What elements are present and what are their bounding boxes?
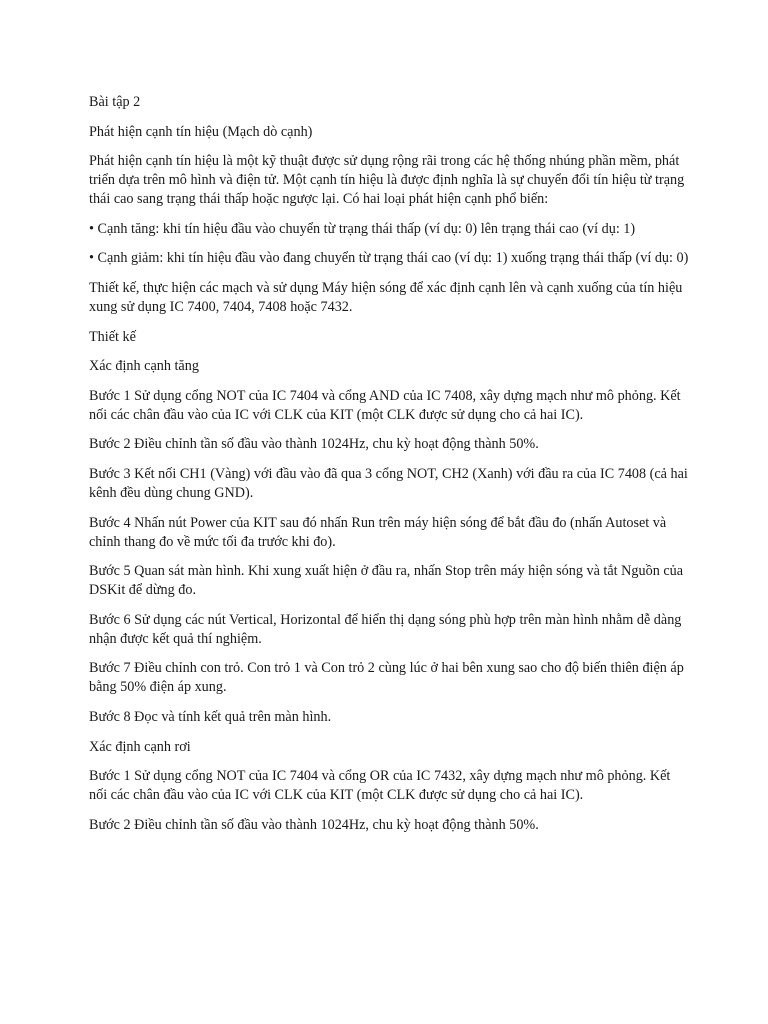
rising-step-4: Bước 4 Nhấn nút Power của KIT sau đó nhấn Run trên máy hiện sóng để bắt đầu đo (nhấn Autoset và chỉnh thang đo về mức tối đa trước khi đo). [89, 514, 667, 550]
rising-step-6: Bước 6 Sử dụng các nút Vertical, Horizontal để hiển thị dạng sóng phù hợp trên màn hình nhằm dễ dàng nhận được kết quả thí nghiệm. [89, 611, 682, 647]
task-paragraph: Thiết kế, thực hiện các mạch và sử dụng Máy hiện sóng để xác định cạnh lên và cạnh xuống của tín hiệu xung sử dụng IC 7400, 7404, 7408 hoặc 7432. [89, 279, 683, 315]
rising-step-3: Bước 3 Kết nối CH1 (Vàng) với đầu vào đã qua 3 cổng NOT, CH2 (Xanh) với đầu ra của IC 7408 (cả hai kênh đều dùng chung GND). [89, 465, 688, 501]
rising-step-5: Bước 5 Quan sát màn hình. Khi xung xuất hiện ở đầu ra, nhấn Stop trên máy hiện sóng và tắt Nguồn của DSKit để dừng đo. [89, 563, 684, 599]
exercise-title: Bài tập 2 [89, 94, 141, 110]
rising-step-8: Bước 8 Đọc và tính kết quả trên màn hình. [89, 708, 332, 725]
falling-edge-heading: Xác định cạnh rơi [89, 738, 191, 755]
design-heading: Thiết kế [89, 328, 136, 345]
rising-step-7: Bước 7 Điều chỉnh con trỏ. Con trỏ 1 và Con trỏ 2 cùng lúc ở hai bên xung sao cho độ biến thiên điện áp bằng 50% điện áp xung. [89, 660, 684, 696]
falling-step-1: Bước 1 Sử dụng cổng NOT của IC 7404 và cổng OR của IC 7432, xây dựng mạch như mô phỏng. Kết nối các chân đầu vào của IC với CLK của KIT (một CLK được sử dụng cho cả hai IC). [89, 768, 671, 804]
document-body [89, 93, 689, 845]
bullet-rising-edge: • Cạnh tăng: khi tín hiệu đầu vào chuyển từ trạng thái thấp (ví dụ: 0) lên trạng thái cao (ví dụ: 1) [89, 220, 636, 237]
bullet-falling-edge: • Cạnh giảm: khi tín hiệu đầu vào đang chuyển từ trạng thái cao (ví dụ: 1) xuống trạng thái thấp (ví dụ: 0) [89, 250, 689, 267]
rising-step-1: Bước 1 Sử dụng cổng NOT của IC 7404 và cổng AND của IC 7408, xây dựng mạch như mô phỏng. Kết nối các chân đầu vào của IC với CLK của KIT (một CLK được sử dụng cho cả hai IC). [89, 387, 681, 423]
rising-edge-heading: Xác định cạnh tăng [89, 358, 199, 375]
topic-title: Phát hiện cạnh tín hiệu (Mạch dò cạnh) [89, 123, 313, 140]
rising-step-2: Bước 2 Điều chỉnh tần số đầu vào thành 1024Hz, chu kỳ hoạt động thành 50%. [89, 436, 539, 453]
falling-step-2: Bước 2 Điều chỉnh tần số đầu vào thành 1024Hz, chu kỳ hoạt động thành 50%. [89, 816, 539, 833]
intro-paragraph: Phát hiện cạnh tín hiệu là một kỹ thuật được sử dụng rộng rãi trong các hệ thống nhúng phần mềm, phát triển dựa trên mô hình và điện tử. Một cạnh tín hiệu là được định nghĩa là sự chuyển đổi tín hiệu từ trạng thái cao sang trạng thái thấp hoặc ngược lại. Có hai loại phát hiện cạnh phổ biến: [89, 153, 685, 208]
